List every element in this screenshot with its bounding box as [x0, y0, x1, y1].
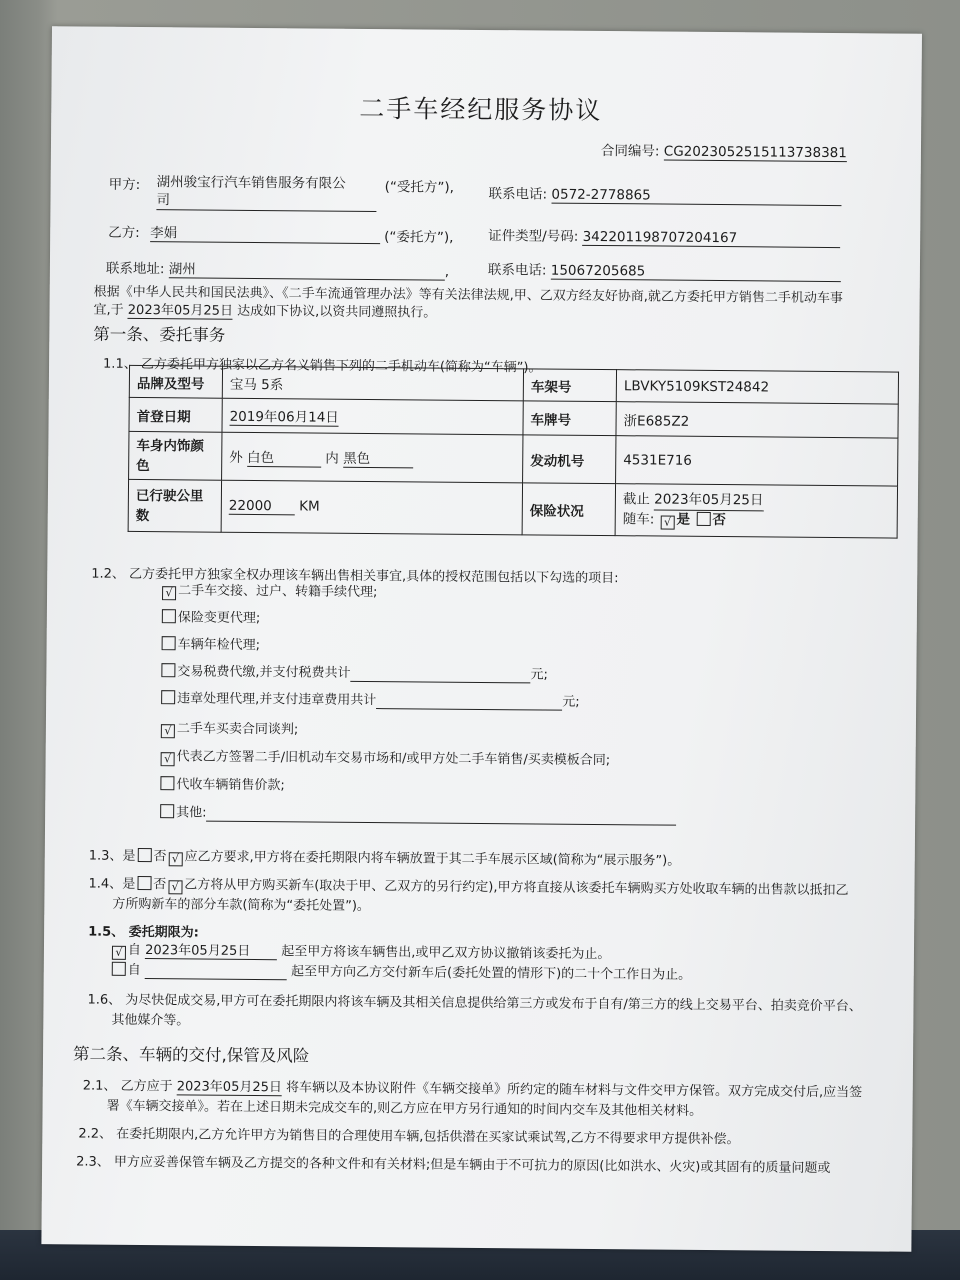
clause-1-4: 1.4、是 否 √ 乙方将从甲方购买新车(取决于甲、乙双方的另行约定),甲方将直接从该委托车辆购买方处收取车辆的出售款以抵扣乙 [88, 876, 849, 899]
option-label: 代表乙方签署二手/旧机动车交易市场和/或甲方处二手车销售/买卖模板合同; [176, 749, 611, 769]
section-1-title: 第一条、委托事务 [93, 324, 226, 345]
vin-value: LBVKY5109KST24842 [616, 370, 898, 404]
clause-1-6-line1: 1.6、 为尽快促成交易,甲方可在委托期限内将该车辆及其相关信息提供给第三方或发布于自有/第三方的线上交易平台、拍卖竞价平台、 [87, 992, 862, 1015]
contract-number: 合同编号: CG20230525151137383​81 [600, 142, 847, 162]
c14-yes-checkbox [137, 876, 151, 890]
option-checkbox: √ [161, 724, 175, 738]
option-checkbox: √ [161, 752, 175, 766]
c15-opt1-checkbox: √ [112, 946, 126, 960]
option-label: 违章处理代理,并支付违章费用共计 [177, 691, 377, 709]
insurance-yes-checkbox: √ [661, 516, 675, 530]
option-label: 代收车辆销售价款; [176, 777, 285, 794]
option-item [160, 633, 261, 653]
option-item [159, 717, 299, 739]
option-label: 二手车买卖合同谈判; [176, 721, 299, 738]
option-checkbox [162, 636, 176, 650]
mileage-cell: 22000 KM [221, 480, 522, 535]
option-blank-line [376, 693, 562, 711]
option-checkbox [162, 609, 176, 623]
color-label: 车身内饰颜 色 [129, 431, 222, 480]
preamble-line2: 宜,于 2023年05月25日 达成如下协议,以资共同遵照执行。 [93, 299, 436, 322]
option-checkbox [161, 663, 175, 677]
c13-yes-checkbox [137, 848, 151, 862]
c15-opt2-checkbox [112, 962, 126, 976]
option-item [158, 801, 677, 826]
color-cell: 外 白色 内 黑色 [222, 432, 523, 483]
engine-label: 发动机号 [523, 435, 616, 484]
clause-2-1-line2: 署《车辆交接单》。若在上述日期未完成交车的,则乙方应在甲方另行通知的时间内交车及其他相关材料。 [106, 1098, 703, 1119]
preamble-line1: 根据《中华人民共和国民法典》、《二手车流通管理办法》等有关法律法规,甲、乙双方经友好协商,就乙方委托甲方销售二手机动车事 [93, 284, 844, 307]
insurance-cell: 截止 2023年05月25日 随车: √ 是 否 [615, 484, 897, 538]
contract-paper [41, 26, 922, 1252]
party-b-id: 证件类型/号码: 342201198707204167 [488, 224, 841, 248]
party-b-name: 李娟 [150, 221, 380, 244]
reg-date-cell: 2019年06月14日 [222, 398, 523, 435]
option-blank-line [206, 806, 676, 826]
clause-2-1-line1: 2.1、 乙方应于 2023年05月25日 将车辆以及本协议附件《车辆交接单》所约定的随车材料与文件交甲方保管。双方完成交付后,应当签 [83, 1075, 863, 1102]
option-label: 其他: [176, 805, 207, 821]
clause-1-2: 1.2、 乙方委托甲方独家全权办理该车辆出售相关事宜,具体的授权范围包括以下勾选的项目: [91, 566, 619, 587]
party-a-phone: 联系电话: 0572-2778865 [488, 182, 841, 206]
clause-1-5-title: 1.5、 委托期限为: [88, 924, 199, 941]
option-checkbox: √ [162, 586, 176, 600]
option-checkbox [160, 804, 174, 818]
vin-label: 车架号 [523, 369, 616, 402]
option-item [160, 606, 261, 626]
party-b-role: (“委托方”), [384, 229, 454, 246]
option-label: 车辆年检代理; [177, 637, 261, 654]
option-item [158, 773, 285, 793]
option-label: 二手车交接、过户、转籍手续代理; [178, 583, 378, 601]
party-b-label: 乙方: [108, 224, 140, 241]
clause-1-1: 1.1、 乙方委托甲方独家以乙方名义销售下列的二手机动车(简称为“车辆”)。 [103, 356, 542, 376]
party-b-phone: 联系电话: 15067205685 [488, 258, 841, 282]
engine-value: 4531E716 [616, 436, 898, 486]
c14-no-checkbox: √ [168, 880, 182, 894]
option-label: 保险变更代理; [177, 610, 261, 627]
option-unit: 元; [530, 667, 548, 683]
insurance-label: 保险状况 [522, 483, 615, 536]
mileage-label: 已行驶公里 数 [128, 479, 221, 532]
option-item [159, 687, 580, 711]
party-a-role: (“受托方”), [384, 179, 455, 196]
clause-1-5-option-2: 自 起至甲方向乙方交付新车后(委托处置的情形下)的二十个工作日为止。 [110, 959, 692, 984]
insurance-no-checkbox [696, 512, 710, 526]
brand-value: 宝马 5系 [222, 366, 523, 401]
option-label: 交易税费代缴,并支付税费共计 [177, 664, 351, 681]
section-2-title: 第二条、车辆的交付,保管及风险 [72, 1044, 310, 1066]
clause-1-3: 1.3、是 否 √ 应乙方要求,甲方将在委托期限内将车辆放置于其二手车展示区域(简称为“展示服务”)。 [88, 848, 681, 869]
document-title: 二手车经纪服务协议 [359, 93, 603, 126]
clause-1-4-line2: 方所购新车的部分车款(简称为“委托处置”)。 [112, 896, 371, 915]
clause-1-6-line2: 其他媒介等。 [111, 1012, 190, 1029]
address-row: 联系地址: 湖州 , [106, 257, 449, 281]
party-a-name: 湖州骏宝行汽车销售服务有限公 司 [156, 173, 376, 212]
reg-date-label: 首登日期 [129, 397, 222, 432]
option-blank-line [350, 666, 530, 684]
option-item [159, 745, 611, 770]
plate-value: 浙E685Z2 [616, 402, 898, 438]
c13-no-checkbox: √ [168, 852, 182, 866]
party-a-label: 甲方: [108, 176, 141, 193]
clause-2-2: 2.2、 在委托期限内,乙方允许甲方为销售目的合理使用车辆,包括供潜在买家试乘试驾,乙方不得要求甲方提供补偿。 [78, 1126, 740, 1148]
clause-2-3: 2.3、 甲方应妥善保管车辆及乙方提交的各种文件和有关材料;但是车辆由于不可抗力的原因(比如洪水、火灾)或其固有的质量问题或 [76, 1154, 831, 1177]
brand-label: 品牌及型号 [129, 365, 222, 398]
plate-label: 车牌号 [523, 401, 616, 436]
option-item [159, 660, 548, 683]
clause-1-5-option-1: √ 自 2023年05月25日 起至甲方将该车辆售出,或甲乙双方协议撤销该委托为止。 [110, 939, 611, 964]
option-unit: 元; [562, 694, 580, 710]
option-item [160, 579, 378, 602]
option-checkbox [161, 690, 175, 704]
vehicle-table [128, 365, 899, 539]
option-checkbox [160, 776, 174, 790]
